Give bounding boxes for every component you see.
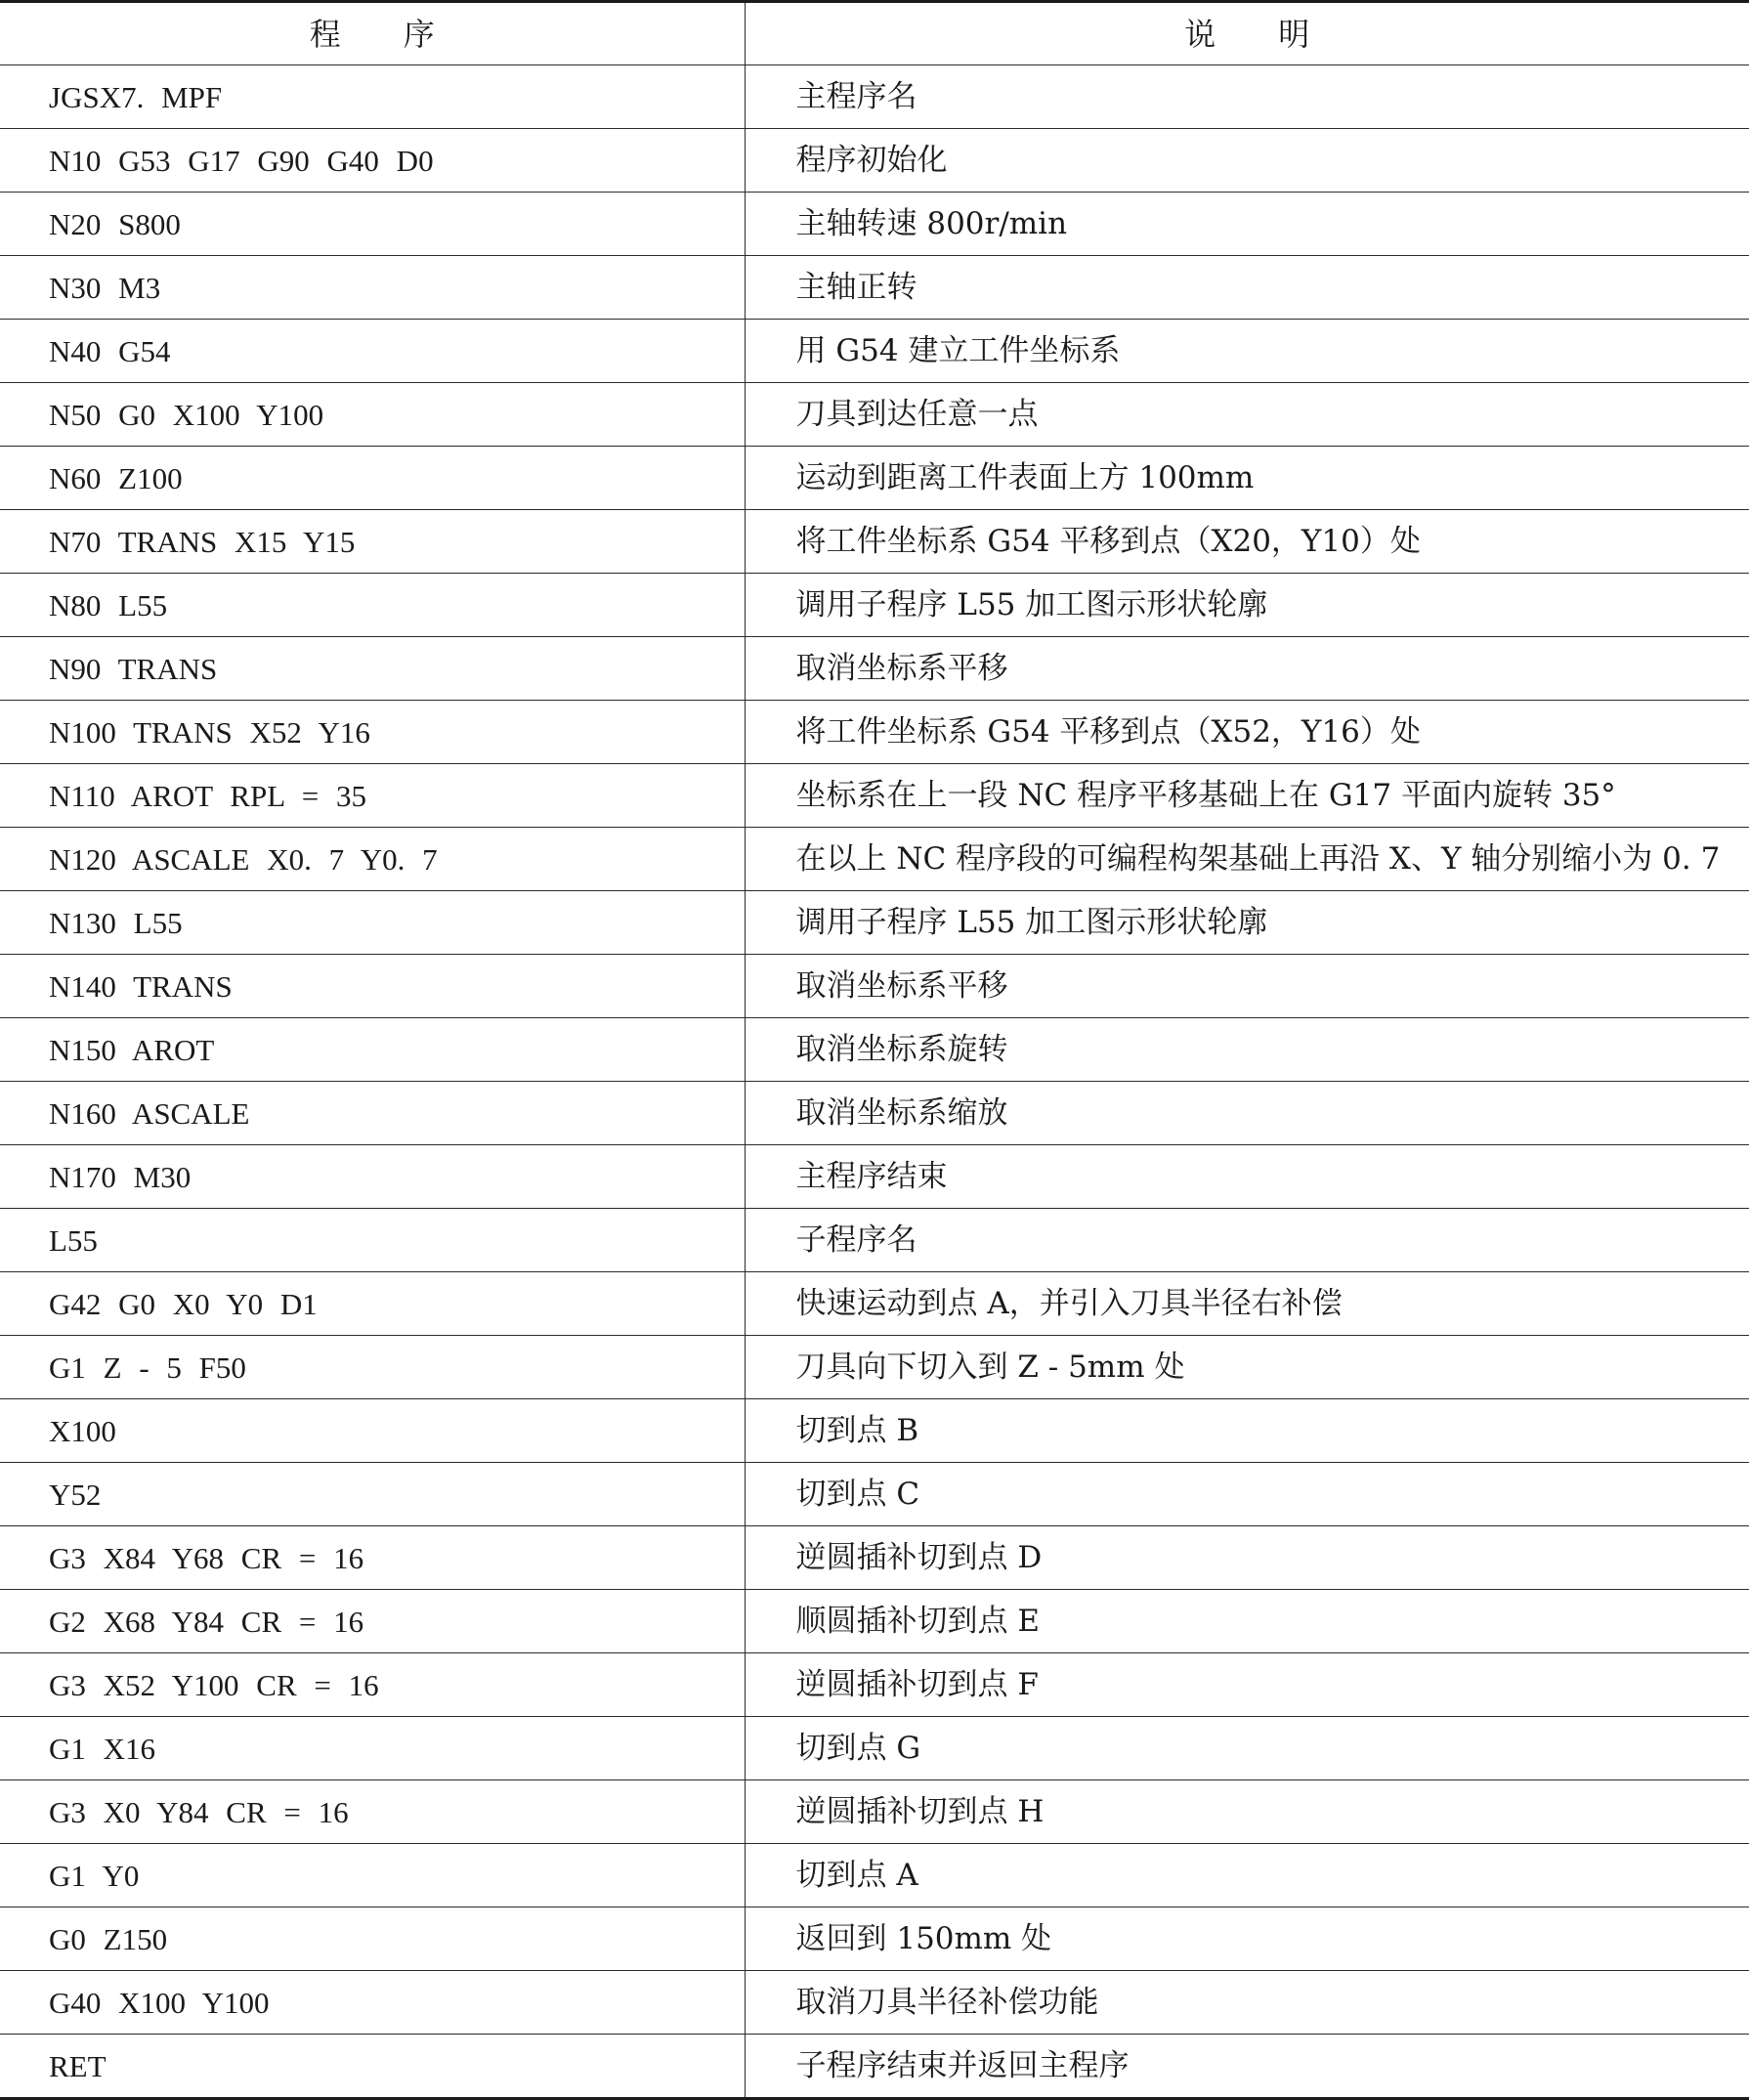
program-cell: N10 G53 G17 G90 G40 D0 <box>0 129 745 193</box>
program-cell: G3 X84 Y68 CR = 16 <box>0 1526 745 1590</box>
table-row <box>0 1844 1749 1907</box>
program-cell: G3 X0 Y84 CR = 16 <box>0 1780 745 1844</box>
program-cell: G3 X52 Y100 CR = 16 <box>0 1653 745 1717</box>
program-cell: X100 <box>0 1399 745 1463</box>
program-cell: N20 S800 <box>0 193 745 256</box>
table-row <box>0 65 1749 129</box>
program-cell: N170 M30 <box>0 1145 745 1209</box>
table-row <box>0 1653 1749 1717</box>
program-cell: N110 AROT RPL = 35 <box>0 764 745 828</box>
program-cell: N80 L55 <box>0 574 745 637</box>
program-cell: N50 G0 X100 Y100 <box>0 383 745 447</box>
table-row <box>0 1717 1749 1780</box>
description-cell: 逆圆插补切到点 F <box>745 1653 1749 1717</box>
table-row <box>0 1145 1749 1209</box>
program-cell: G1 X16 <box>0 1717 745 1780</box>
description-cell: 主轴转速 800r/min <box>745 193 1749 256</box>
table-row <box>0 510 1749 574</box>
description-cell: 在以上 NC 程序段的可编程构架基础上再沿 X、Y 轴分别缩小为 0. 7 <box>745 828 1749 891</box>
program-cell: G2 X68 Y84 CR = 16 <box>0 1590 745 1653</box>
table-row <box>0 447 1749 510</box>
table-row <box>0 637 1749 701</box>
table-row <box>0 1018 1749 1082</box>
description-cell: 运动到距离工件表面上方 100mm <box>745 447 1749 510</box>
description-cell: 顺圆插补切到点 E <box>745 1590 1749 1653</box>
program-cell: N70 TRANS X15 Y15 <box>0 510 745 574</box>
description-cell: 子程序名 <box>745 1209 1749 1272</box>
description-cell: 逆圆插补切到点 H <box>745 1780 1749 1844</box>
program-cell: JGSX7. MPF <box>0 65 745 129</box>
program-cell: N90 TRANS <box>0 637 745 701</box>
program-cell: N140 TRANS <box>0 955 745 1018</box>
table-row <box>0 1209 1749 1272</box>
table-row <box>0 1399 1749 1463</box>
description-cell: 主程序结束 <box>745 1145 1749 1209</box>
program-cell: G1 Y0 <box>0 1844 745 1907</box>
table-row <box>0 256 1749 320</box>
table-row <box>0 1082 1749 1145</box>
program-cell: G42 G0 X0 Y0 D1 <box>0 1272 745 1336</box>
description-cell: 坐标系在上一段 NC 程序平移基础上在 G17 平面内旋转 35° <box>745 764 1749 828</box>
table-row <box>0 828 1749 891</box>
program-cell: N160 ASCALE <box>0 1082 745 1145</box>
program-cell: N120 ASCALE X0. 7 Y0. 7 <box>0 828 745 891</box>
description-cell: 刀具向下切入到 Z - 5mm 处 <box>745 1336 1749 1399</box>
description-cell: 返回到 150mm 处 <box>745 1907 1749 1971</box>
description-cell: 主轴正转 <box>745 256 1749 320</box>
program-cell: N130 L55 <box>0 891 745 955</box>
description-cell: 调用子程序 L55 加工图示形状轮廓 <box>745 891 1749 955</box>
table-row <box>0 1336 1749 1399</box>
description-cell: 取消坐标系缩放 <box>745 1082 1749 1145</box>
description-cell: 子程序结束并返回主程序 <box>795 2047 1130 2083</box>
program-cell: N40 G54 <box>0 320 745 383</box>
header-program: 程 序 <box>0 2 745 65</box>
table-row <box>0 574 1749 637</box>
table-row <box>0 320 1749 383</box>
table-row <box>0 1971 1749 2035</box>
description-cell: 切到点 G <box>745 1717 1749 1780</box>
table-row <box>0 383 1749 447</box>
table-row <box>0 891 1749 955</box>
table-row <box>0 1272 1749 1336</box>
table-row <box>0 764 1749 828</box>
description-cell: 取消刀具半径补偿功能 <box>745 1971 1749 2035</box>
description-cell: 取消坐标系平移 <box>745 637 1749 701</box>
program-cell: G40 X100 Y100 <box>0 1971 745 2035</box>
program-cell: N30 M3 <box>0 256 745 320</box>
table-row <box>0 701 1749 764</box>
program-cell: G1 Z - 5 F50 <box>0 1336 745 1399</box>
table-row <box>0 193 1749 256</box>
description-cell: 取消坐标系旋转 <box>745 1018 1749 1082</box>
description-cell: 快速运动到点 A，并引入刀具半径右补偿 <box>745 1272 1749 1336</box>
description-cell: 刀具到达任意一点 <box>745 383 1749 447</box>
program-cell: RET <box>0 2035 745 2099</box>
table-row <box>0 2035 1749 2099</box>
description-cell: 取消坐标系平移 <box>745 955 1749 1018</box>
table-header-row <box>0 2 1749 65</box>
table-row <box>0 1590 1749 1653</box>
table-row <box>0 129 1749 193</box>
description-cell: 主程序名 <box>745 65 1749 129</box>
table-row <box>0 1463 1749 1526</box>
program-cell: N150 AROT <box>0 1018 745 1082</box>
program-cell: Y52 <box>0 1463 745 1526</box>
description-cell: 切到点 B <box>745 1399 1749 1463</box>
table-row <box>0 1907 1749 1971</box>
description-cell: 切到点 C <box>745 1463 1749 1526</box>
table-row <box>0 955 1749 1018</box>
program-cell: L55 <box>0 1209 745 1272</box>
table-body <box>0 65 1749 2099</box>
description-cell: 将工件坐标系 G54 平移到点（X20，Y10）处 <box>745 510 1749 574</box>
header-description: 说 明 <box>745 2 1749 65</box>
description-cell: 程序初始化 <box>745 129 1749 193</box>
description-cell: 将工件坐标系 G54 平移到点（X52，Y16）处 <box>745 701 1749 764</box>
description-cell: 切到点 A <box>745 1844 1749 1907</box>
program-cell: G0 Z150 <box>0 1907 745 1971</box>
description-cell: 用 G54 建立工件坐标系 <box>745 320 1749 383</box>
description-cell: 调用子程序 L55 加工图示形状轮廓 <box>745 574 1749 637</box>
program-cell: N100 TRANS X52 Y16 <box>0 701 745 764</box>
table-row <box>0 1780 1749 1844</box>
description-cell: 逆圆插补切到点 D <box>745 1526 1749 1590</box>
table-row <box>0 1526 1749 1590</box>
program-cell: N60 Z100 <box>0 447 745 510</box>
